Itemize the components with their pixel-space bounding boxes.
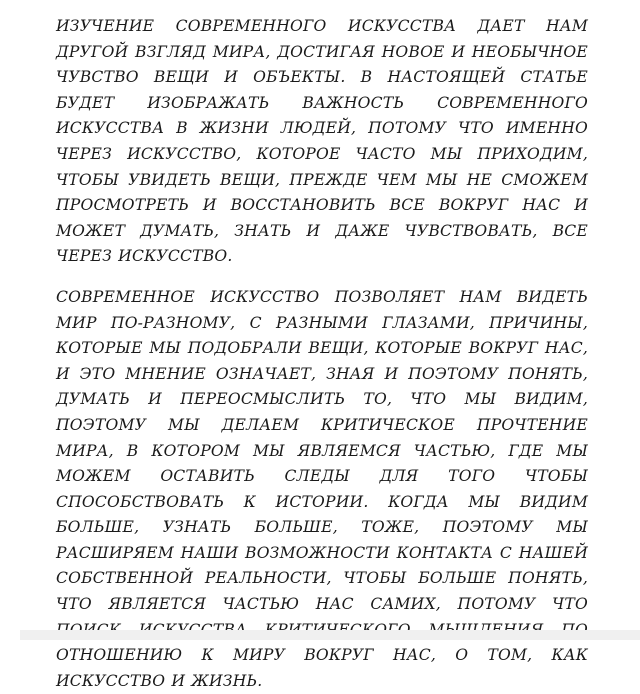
footer-divider [20,630,640,640]
article-body [56,14,588,694]
paragraph-1: ИЗУЧЕНИЕ СОВРЕМЕННОГО ИСКУССТВА ДАЕТ НАМ ДРУГОЙ ВЗГЛЯД МИРА, ДОСТИГАЯ НОВОЕ И НЕОБЫЧНОЕ ЧУВСТВО ВЕЩИ И ОБЪЕКТЫ. В НАСТОЯЩЕЙ СТАТЬЕ БУДЕТ ИЗОБРАЖАТЬ ВАЖНОСТЬ СОВРЕМЕННОГО ИСКУССТВА В ЖИЗНИ ЛЮДЕЙ, ПОТОМУ ЧТО ИМЕННО ЧЕРЕЗ ИСКУССТВО, КОТОРОЕ ЧАСТО МЫ ПРИХОДИМ, ЧТОБЫ УВИДЕТЬ ВЕЩИ, ПРЕЖДЕ ЧЕМ МЫ НЕ СМОЖЕМ ПРОСМОТРЕТЬ И ВОССТАНОВИТЬ ВСЕ ВОКРУГ НАС И МОЖЕТ ДУМАТЬ, ЗНАТЬ И ДАЖЕ ЧУВСТВОВАТЬ, ВСЕ ЧЕРЕЗ ИСКУССТВО. [56,17,588,266]
paragraph-2: СОВРЕМЕННОЕ ИСКУССТВО ПОЗВОЛЯЕТ НАМ ВИДЕТЬ МИР ПО-РАЗНОМУ, С РАЗНЫМИ ГЛАЗАМИ, ПРИЧИНЫ, КОТОРЫЕ МЫ ПОДОБРАЛИ ВЕЩИ, КОТОРЫЕ ВОКРУГ НАС, И ЭТО МНЕНИЕ ОЗНАЧАЕТ, ЗНАЯ И ПОЭТОМУ ПОНЯТЬ, ДУМАТЬ И ПЕРЕОСМЫСЛИТЬ ТО, ЧТО МЫ ВИДИМ, ПОЭТОМУ МЫ ДЕЛАЕМ КРИТИЧЕСКОЕ ПРОЧТЕНИЕ МИРА, В КОТОРОМ МЫ ЯВЛЯЕМСЯ ЧАСТЬЮ, ГДЕ МЫ МОЖЕМ ОСТАВИТЬ СЛЕДЫ ДЛЯ ТОГО ЧТОБЫ СПОСОБСТВОВАТЬ К ИСТОРИИ. КОГДА МЫ ВИДИМ БОЛЬШЕ, УЗНАТЬ БОЛЬШЕ, ТОЖЕ, ПОЭТОМУ МЫ РАСШИРЯЕМ НАШИ ВОЗМОЖНОСТИ КОНТАКТА С НАШЕЙ СОБСТВЕННОЙ РЕАЛЬНОСТИ, ЧТОБЫ БОЛЬШЕ ПОНЯТЬ, ЧТО ЯВЛЯЕТСЯ ЧАСТЬЮ НАС САМИХ, ПОТОМУ ЧТО ОТНОШЕНИЮ К МИРУ ВОКРУГ НАС, О ТОМ, КАК ИСКУССТВО И ЖИЗНЬ. [56,287,588,690]
